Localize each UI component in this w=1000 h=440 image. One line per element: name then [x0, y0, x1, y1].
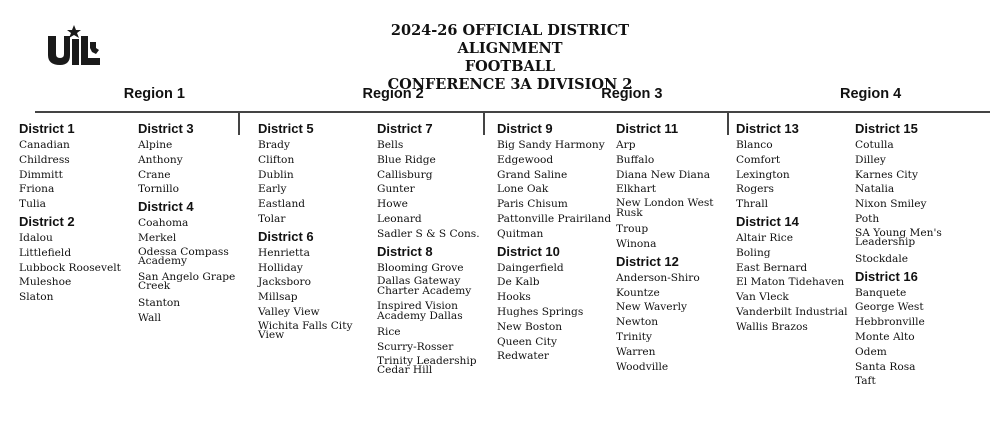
school-name: Dublin [258, 168, 294, 181]
region-header: Region 4 [840, 86, 902, 102]
district-heading: District 15 [855, 121, 918, 136]
school-name: Merkel [138, 231, 177, 244]
school-name: Holliday [258, 261, 303, 274]
school-name: New London West Rusk [616, 197, 714, 219]
district-block [855, 121, 973, 267]
school-name: Redwater [497, 350, 550, 363]
school-name: Canadian [19, 139, 70, 151]
school-name: San Angelo Grape Creek [138, 270, 236, 293]
district-heading: District 8 [377, 243, 433, 259]
school-name: Woodville [616, 360, 669, 373]
district-heading: District 3 [138, 121, 194, 136]
school-name: Karnes City [855, 168, 918, 181]
school-name: Trinity Leadership Cedar Hill [377, 354, 477, 377]
school-name: Tolar [258, 212, 286, 225]
district-block [497, 121, 615, 242]
school-name: Dilley [855, 153, 886, 166]
school-name: Trinity [616, 330, 652, 343]
school-name: Clifton [258, 153, 295, 166]
school-name: SA Young Men's Leadership [855, 226, 942, 249]
school-name: Hebbronville [855, 316, 925, 329]
uil-logo [46, 24, 102, 66]
school-name: Nixon Smiley [855, 198, 927, 211]
district-block [497, 244, 615, 365]
school-name: Rice [377, 326, 401, 339]
school-name: Monte Alto [855, 330, 915, 343]
school-name: Edgewood [497, 153, 554, 166]
school-name: Thrall [736, 198, 769, 211]
school-name: Buffalo [616, 153, 655, 166]
district-block [855, 269, 973, 390]
district-heading: District 1 [19, 121, 75, 136]
school-name: Childress [19, 153, 70, 166]
district-block [19, 121, 137, 212]
region-header: Region 3 [601, 86, 663, 102]
school-name: East Bernard [736, 261, 808, 274]
district-column [497, 121, 615, 364]
school-name: Dimmitt [19, 168, 63, 181]
school-name: Winona [616, 237, 657, 250]
district-heading: District 10 [497, 243, 560, 259]
district-block [736, 121, 854, 212]
school-name: Eastland [258, 198, 306, 211]
school-name: Lone Oak [497, 183, 549, 196]
school-name: New Waverly [616, 301, 687, 314]
school-name: Taft [855, 375, 876, 388]
school-name: Callisburg [377, 168, 433, 181]
district-column [19, 121, 137, 305]
school-name: Grand Saline [497, 168, 568, 181]
district-column [258, 121, 376, 345]
school-name: Valley View [258, 305, 320, 318]
title-line-2: FOOTBALL [464, 58, 556, 75]
school-name: Boling [736, 246, 771, 259]
school-name: George West [855, 301, 924, 314]
school-name: Odessa Compass Academy [138, 245, 229, 268]
school-name: Howe [377, 198, 408, 211]
school-name: Jacksboro [258, 276, 311, 289]
district-heading: District 5 [258, 121, 314, 136]
school-name: Early [258, 183, 287, 196]
district-heading: District 14 [736, 213, 799, 229]
region-headers [35, 86, 990, 106]
school-name: Comfort [736, 153, 781, 166]
district-block [138, 121, 256, 197]
school-name: Altair Rice [736, 231, 793, 244]
school-name: Blanco [736, 139, 773, 151]
district-block [138, 199, 256, 325]
district-heading: District 13 [736, 121, 799, 136]
school-name: Vanderbilt Industrial [736, 305, 848, 318]
school-name: Wallis Brazos [736, 320, 808, 333]
school-name: Leonard [377, 212, 422, 225]
school-name: Warren [616, 345, 656, 358]
school-name: Elkhart [616, 183, 657, 196]
school-name: Sadler S & S Cons. [377, 227, 480, 240]
district-block [258, 121, 376, 227]
district-block [258, 229, 376, 345]
school-name: Rogers [736, 183, 774, 196]
header-rule [35, 111, 990, 113]
school-name: Inspired Vision Academy Dallas [377, 300, 463, 322]
school-name: Newton [616, 316, 659, 329]
school-name: Dallas Gateway Charter Academy [377, 275, 472, 297]
school-name: Banquete [855, 286, 907, 299]
district-heading: District 11 [616, 121, 679, 136]
school-name: El Maton Tidehaven [736, 276, 845, 289]
school-name: Blue Ridge [377, 153, 436, 166]
district-block [736, 214, 854, 335]
school-name: Lubbock Roosevelt [19, 261, 121, 274]
school-name: Santa Rosa [855, 360, 916, 373]
school-name: Millsap [258, 291, 298, 304]
school-name: Arp [616, 139, 636, 151]
district-block [19, 214, 137, 305]
district-block [377, 244, 495, 380]
school-name: Lexington [736, 168, 790, 181]
region-header: Region 2 [362, 86, 424, 102]
district-column [736, 121, 854, 335]
school-name: Scurry-Rosser [377, 341, 454, 354]
school-name: De Kalb [497, 276, 540, 289]
document-title [350, 22, 670, 94]
school-name: Paris Chisum [497, 198, 568, 211]
district-heading: District 16 [855, 268, 918, 284]
school-name: Friona [19, 183, 55, 196]
district-block [616, 254, 734, 375]
school-name: Muleshoe [19, 276, 72, 289]
district-block [377, 121, 495, 242]
school-name: Kountze [616, 286, 660, 299]
district-heading: District 12 [616, 253, 679, 269]
school-name: Littlefield [19, 246, 72, 259]
district-column [616, 121, 734, 374]
region-header: Region 1 [123, 86, 185, 102]
school-name: Natalia [855, 183, 895, 196]
district-column [377, 121, 495, 380]
district-heading: District 9 [497, 121, 553, 136]
school-name: Alpine [138, 139, 173, 151]
school-name: Tulia [19, 198, 46, 211]
school-name: Hughes Springs [497, 305, 584, 318]
school-name: Anderson-Shiro [616, 271, 700, 284]
school-name: Poth [855, 212, 880, 225]
district-heading: District 4 [138, 199, 194, 215]
district-heading: District 2 [19, 213, 75, 229]
school-name: Daingerfield [497, 261, 564, 274]
school-name: Diana New Diana [616, 168, 711, 181]
school-name: Idalou [19, 231, 53, 244]
school-name: Queen City [497, 335, 557, 348]
school-name: Bells [377, 139, 404, 151]
school-name: Brady [258, 139, 290, 151]
school-name: Quitman [497, 227, 544, 240]
district-column [138, 121, 256, 325]
school-name: Stanton [138, 296, 181, 309]
school-name: Tornillo [138, 183, 180, 196]
school-name: Slaton [19, 291, 54, 304]
school-name: Stockdale [855, 252, 908, 265]
school-name: Anthony [138, 153, 183, 166]
school-name: Cotulla [855, 139, 894, 151]
school-name: New Boston [497, 320, 563, 333]
school-name: Coahoma [138, 217, 189, 230]
school-name: Henrietta [258, 246, 310, 259]
title-line-1: 2024-26 OFFICIAL DISTRICT ALIGNMENT [390, 22, 630, 57]
school-name: Wall [138, 311, 162, 324]
district-heading: District 7 [377, 121, 433, 136]
school-name: Crane [138, 168, 171, 181]
district-column [855, 121, 973, 389]
school-name: Big Sandy Harmony [497, 139, 605, 151]
school-name: Wichita Falls City View [258, 319, 353, 342]
district-heading: District 6 [258, 228, 314, 244]
school-name: Hooks [497, 291, 531, 304]
school-name: Blooming Grove [377, 261, 464, 274]
school-name: Pattonville Prairiland [497, 212, 612, 225]
school-name: Troup [616, 223, 649, 236]
school-name: Odem [855, 345, 887, 358]
school-name: Gunter [377, 183, 415, 196]
school-name: Van Vleck [736, 291, 789, 304]
title-line-3: CONFERENCE 3A DIVISION 2 [387, 76, 633, 93]
district-block [616, 121, 734, 252]
